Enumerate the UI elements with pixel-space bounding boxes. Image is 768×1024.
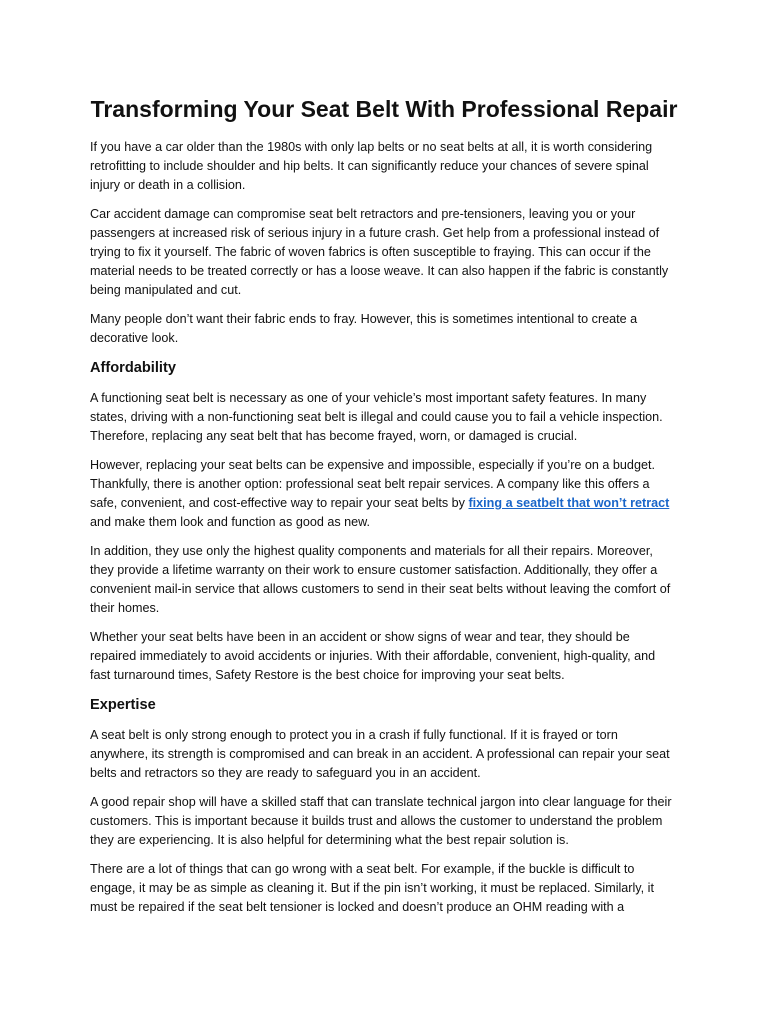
affordability-paragraph-4: Whether your seat belts have been in an accident or show signs of wear and tear, they should be repaired immediately to avoid accidents or injuries. With their affordable, convenient, high-quality, and fast turnaround times, Safety Restore is the best choice for improving your seat belts. xyxy=(90,630,656,682)
retract-seatbelt-link[interactable]: fixing a seatbelt that won’t retract xyxy=(468,496,670,510)
intro-paragraph-2: Car accident damage can compromise seat belt retractors and pre-tensioners, leaving you or your passengers at increased risk of serious injury in a future crash. Get help from a professional instead of trying to fix it yourself. The fabric of woven fabrics is often susceptible to fraying. This can occur if the material needs to be treated correctly or has a loose weave. It can also happen if the fabric is constantly being manipulated and cut. xyxy=(90,207,669,297)
expertise-paragraph-3: There are a lot of things that can go wrong with a seat belt. For example, if the buckle is difficult to engage, it may be as simple as cleaning it. But if the pin isn’t working, it must be replaced. Similarly, it must be repaired if the seat belt tensioner is locked and doesn’t produce an OHM reading with a xyxy=(90,862,654,914)
affordability-paragraph-3: In addition, they use only the highest quality components and materials for all their repairs. Moreover, they provide a lifetime warranty on their work to ensure customer satisfaction. Additionally, they offer a convenient mail-in service that allows customers to send in their seat belts without leaving the comfort of their homes. xyxy=(90,544,671,615)
expertise-paragraph-1: A seat belt is only strong enough to protect you in a crash if fully functional. If it is frayed or torn anywhere, its strength is compromised and can break in an accident. A professional can repair your seat belts and retractors so they are ready to safeguard you in an accident. xyxy=(90,728,670,780)
section-heading-expertise: Expertise xyxy=(90,697,156,713)
intro-paragraph-3: Many people don’t want their fabric ends to fray. However, this is sometimes intentional to create a decorative look. xyxy=(90,312,638,345)
affordability-paragraph-2-text-a: However, replacing your seat belts can be expensive and impossible, especially if you’re on a budget. Thankfully, there is another option: professional seat belt repair services. A company like this offers a safe, convenient, and cost-effective way to repair your seat belts by xyxy=(90,458,655,510)
section-heading-affordability: Affordability xyxy=(90,360,176,376)
document-title: Transforming Your Seat Belt With Professional Repair xyxy=(90,96,678,122)
intro-paragraph-1: If you have a car older than the 1980s with only lap belts or no seat belts at all, it is worth considering retrofitting to include shoulder and hip belts. It can significantly reduce your chances of severe spinal injury or death in a collision. xyxy=(90,140,653,192)
expertise-paragraph-2: A good repair shop will have a skilled staff that can translate technical jargon into clear language for their customers. This is important because it builds trust and allows the customer to understand the problem they are experiencing. It is also helpful for determining what the best repair solution is. xyxy=(90,795,672,847)
affordability-paragraph-2 xyxy=(90,456,678,532)
affordability-paragraph-1: A functioning seat belt is necessary as one of your vehicle’s most important safety features. In many states, driving with a non-functioning seat belt is illegal and could cause you to fail a vehicle inspection. Therefore, replacing any seat belt that has become frayed, worn, or damaged is crucial. xyxy=(90,391,663,443)
affordability-paragraph-2-text-b: and make them look and function as good as new. xyxy=(90,515,371,529)
